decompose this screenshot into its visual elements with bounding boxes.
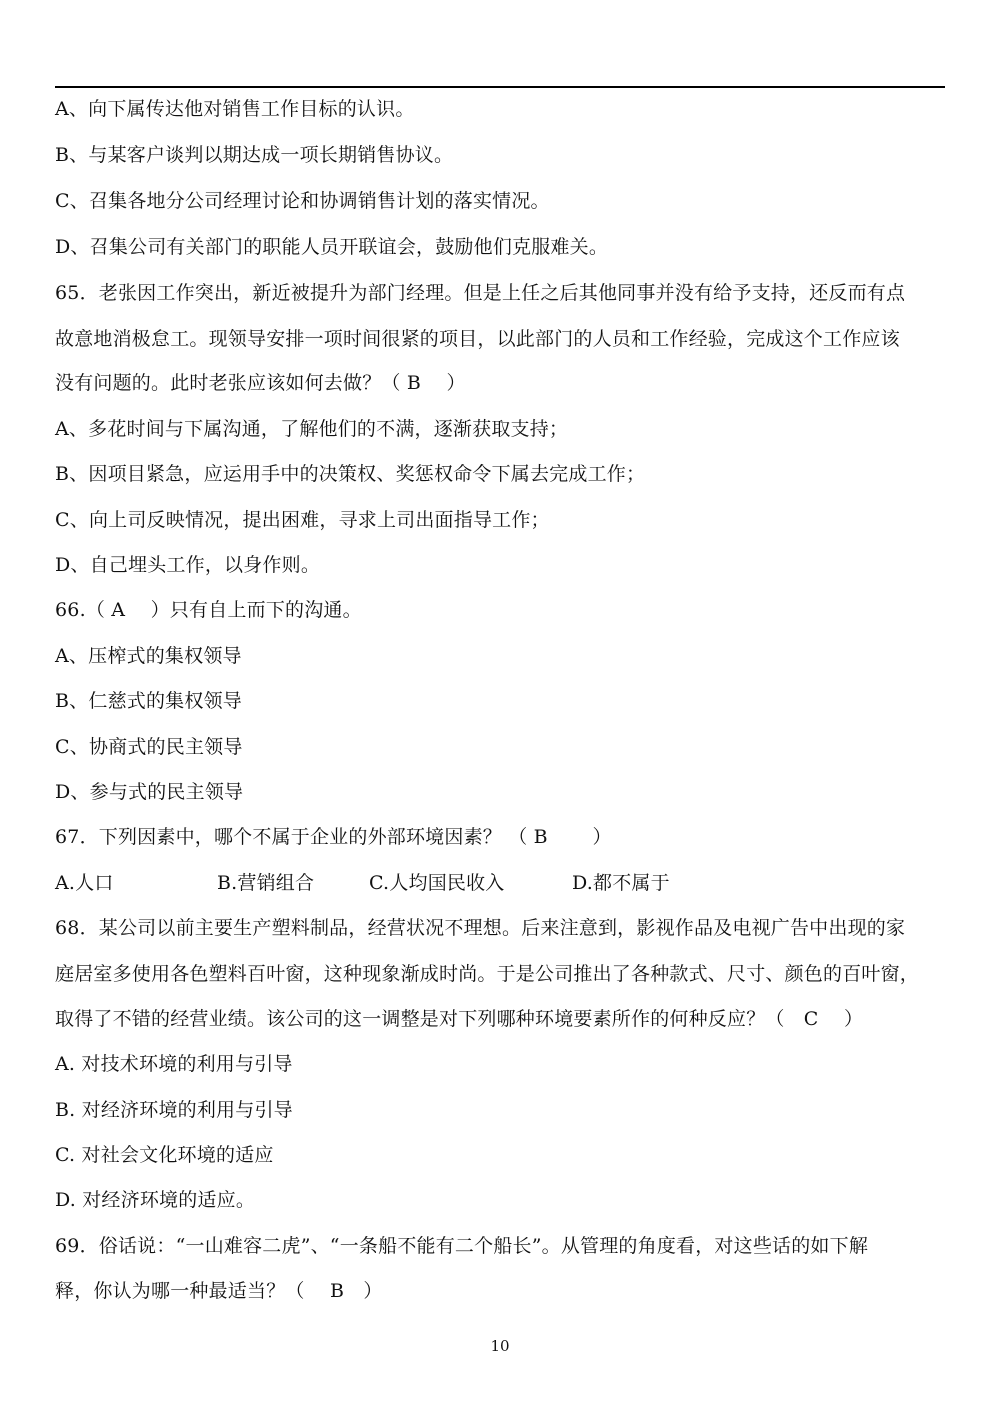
q66-option-c: C、协商式的民主领导	[55, 736, 243, 758]
q67-option-c: C.人均国民收入	[369, 872, 505, 894]
q65-option-c: C、向上司反映情况，提出困难，寻求上司出面指导工作；	[55, 509, 550, 531]
q64-option-a: A、向下属传达他对销售工作目标的认识。	[55, 98, 415, 120]
q66-option-d: D、参与式的民主领导	[55, 781, 244, 803]
q67-options-row	[55, 871, 670, 895]
q66-option-a: A、压榨式的集权领导	[55, 645, 242, 667]
q66-stem: 66.（ A ）只有自上而下的沟通。	[55, 599, 362, 621]
q65-stem-line-3: 没有问题的。此时老张应该如何去做？（ B ）	[55, 372, 466, 394]
q67-option-d: D.都不属于	[572, 872, 670, 894]
q64-option-b: B、与某客户谈判以期达成一项长期销售协议。	[55, 144, 454, 166]
q65-option-a: A、多花时间与下属沟通，了解他们的不满，逐渐获取支持；	[55, 418, 569, 440]
page-number: 10	[490, 1337, 510, 1355]
q66-option-b: B、仁慈式的集权领导	[55, 690, 242, 712]
q68-option-b: B. 对经济环境的利用与引导	[55, 1099, 293, 1121]
q68-stem-line-2: 庭居室多使用各色塑料百叶窗，这种现象渐成时尚。于是公司推出了各种款式、尺寸、颜色的百叶窗，	[55, 963, 920, 985]
q67-option-a: A.人口	[55, 872, 114, 894]
q69-stem-line-2: 释，你认为哪一种最适当？（ B ）	[55, 1280, 383, 1302]
q65-option-d: D、自己埋头工作，以身作则。	[55, 554, 321, 576]
q69-stem-line-1: 69．俗话说：“一山难容二虎”、“一条船不能有二个船长”。从管理的角度看，对这些话的如下解	[55, 1235, 869, 1257]
q68-option-c: C. 对社会文化环境的适应	[55, 1144, 274, 1166]
q64-option-c: C、召集各地分公司经理讨论和协调销售计划的落实情况。	[55, 190, 550, 212]
q67-option-b: B.营销组合	[217, 872, 315, 894]
q65-stem-line-2: 故意地消极怠工。现领导安排一项时间很紧的项目，以此部门的人员和工作经验，完成这个工作应该	[55, 328, 900, 350]
q68-option-a: A. 对技术环境的利用与引导	[55, 1053, 293, 1075]
q65-option-b: B、因项目紧急，应运用手中的决策权、奖惩权命令下属去完成工作；	[55, 463, 646, 485]
q64-option-d: D、召集公司有关部门的职能人员开联谊会，鼓励他们克服难关。	[55, 236, 609, 258]
q65-stem-line-1: 65．老张因工作突出，新近被提升为部门经理。但是上任之后其他同事并没有给予支持，还反而有点	[55, 282, 906, 304]
q67-stem: 67．下列因素中，哪个不属于企业的外部环境因素？ （ B ）	[55, 826, 612, 848]
q68-option-d: D. 对经济环境的适应。	[55, 1189, 256, 1211]
q68-stem-line-1: 68．某公司以前主要生产塑料制品，经营状况不理想。后来注意到，影视作品及电视广告中出现的家	[55, 917, 906, 939]
q68-stem-line-3: 取得了不错的经营业绩。该公司的这一调整是对下列哪种环境要素所作的何种反应？（ C ）	[55, 1008, 864, 1030]
header-rule	[55, 86, 945, 88]
